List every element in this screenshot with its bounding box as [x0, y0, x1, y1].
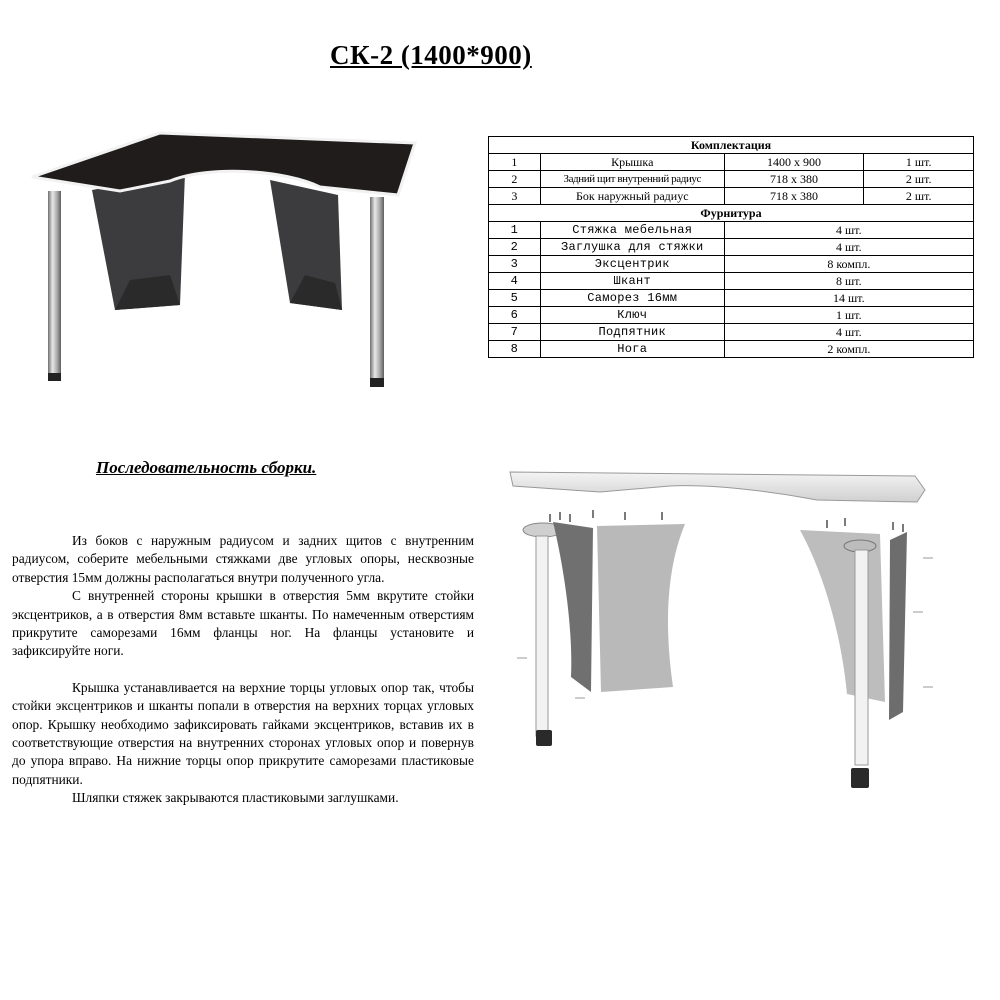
kit-section-header: Комплектация	[489, 137, 974, 154]
left-outer-side-panel	[553, 522, 593, 692]
instruction-paragraph: С внутренней стороны крышки в отверстия 5мм вкрутите стойки эксцентриков, а в отверстия 8мм вставьте шканты. По намеченным отверстиям прикрутите саморезами 16мм фланцы ног. На фланцы установите и зафиксируйте ноги.	[12, 588, 474, 659]
spec-table	[488, 136, 974, 358]
table-row: 5 Саморез 16мм 14 шт.	[489, 290, 974, 307]
table-row: 3 Эксцентрик 8 компл.	[489, 256, 974, 273]
table-row: 2 Задний щит внутренний радиус 718 х 380 2 шт.	[489, 171, 974, 188]
left-back-panel-light	[597, 524, 685, 692]
left-leg	[48, 191, 61, 376]
left-leg-exploded	[536, 536, 548, 736]
right-leg-exploded	[855, 550, 868, 765]
table-row: 7 Подпятник 4 шт.	[489, 324, 974, 341]
table-row: 2 Заглушка для стяжки 4 шт.	[489, 239, 974, 256]
table-row: 3 Бок наружный радиус 718 х 380 2 шт.	[489, 188, 974, 205]
table-row: 1 Крышка 1400 х 900 1 шт.	[489, 154, 974, 171]
document-title: СК-2 (1400*900)	[330, 40, 532, 70]
desk-photo	[20, 125, 430, 400]
instruction-paragraph: Шляпки стяжек закрываются пластиковыми заглушками.	[72, 790, 399, 806]
table-row: 4 Шкант 8 шт.	[489, 273, 974, 290]
right-leg	[370, 197, 384, 382]
table-row: 8 Нога 2 компл.	[489, 341, 974, 358]
assembly-diagram	[505, 462, 945, 807]
hardware-section-header: Фурнитура	[489, 205, 974, 222]
table-row: 6 Ключ 1 шт.	[489, 307, 974, 324]
tabletop	[32, 133, 415, 195]
right-back-panel-light	[800, 530, 885, 702]
assembly-instructions	[12, 532, 474, 808]
instruction-paragraph: Крышка устанавливается на верхние торцы угловых опор так, чтобы стойки эксцентриков и шканты попали в отверстия на верхних торцах угловых опор. Крышку необходимо зафиксировать гайками эксцентриков, вставив их в соответствующие отверстия на внутренних сторонах угловых опор и повернув до упора вправо. На нижние торцы опор прикрутите саморезами пластиковые подпятники.	[12, 679, 474, 787]
assembly-heading: Последовательность сборки.	[96, 458, 317, 477]
right-outer-side-panel	[889, 532, 907, 720]
instruction-paragraph: Из боков с наружным радиусом и задних щитов с внутренним радиусом, соберите мебельными стяжками две угловых опоры, несквозные отверстия 15мм должны располагаться внутри полученного угла.	[12, 533, 474, 585]
exploded-tabletop	[510, 472, 925, 502]
table-row: 1 Стяжка мебельная 4 шт.	[489, 222, 974, 239]
